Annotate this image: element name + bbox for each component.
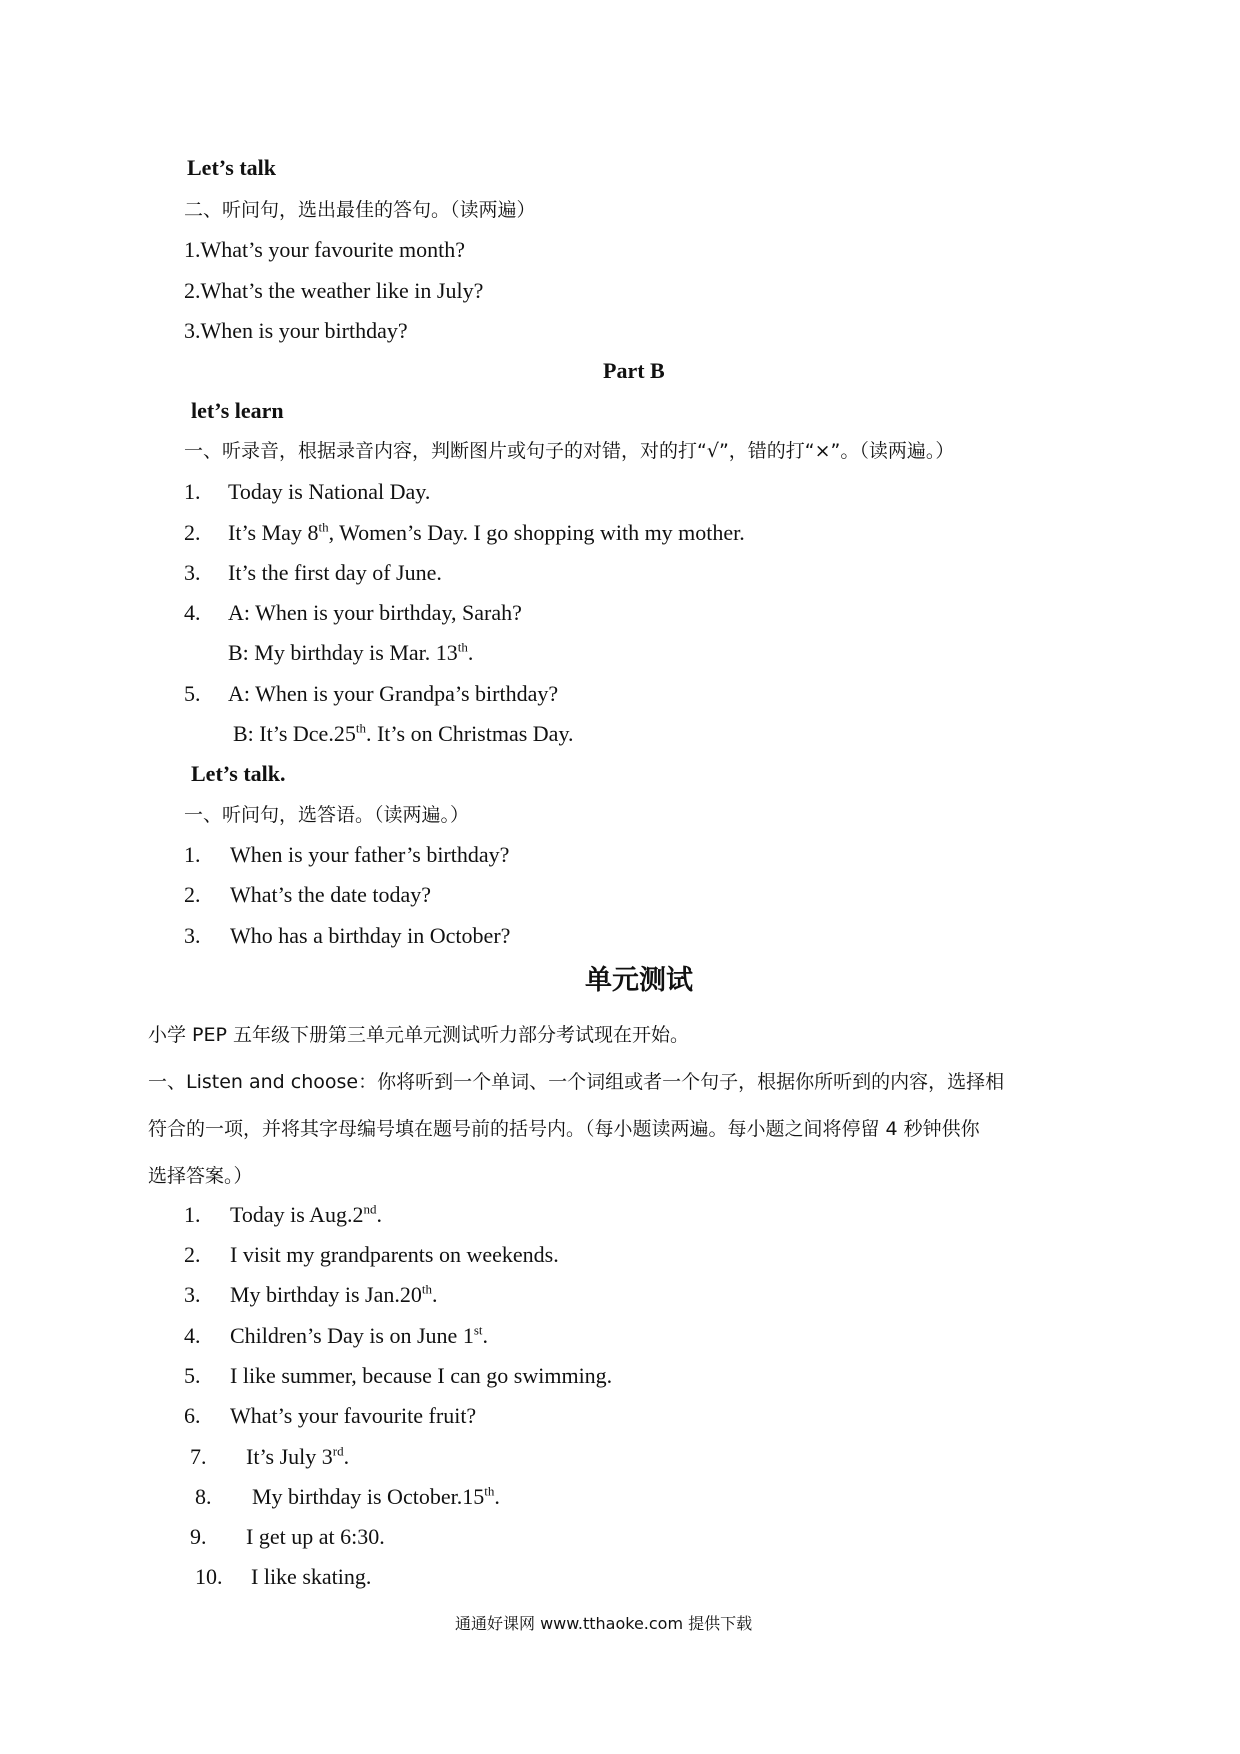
list-item: 4. Children’s Day is on June 1st. — [184, 1322, 488, 1348]
list-item: 1. Today is National Day. — [184, 479, 431, 504]
list-item: 2. I visit my grandparents on weekends. — [184, 1242, 559, 1267]
list-item: 5. A: When is your Grandpa’s birthday? — [184, 681, 559, 706]
learn-instruction: 一、听录音，根据录音内容，判断图片或句子的对错，对的打“√”，错的打“×”。（读两遍。） — [184, 440, 955, 462]
talk-instruction: 二、听问句，选出最佳的答句。（读两遍） — [184, 199, 536, 221]
unit-test-instruction: 一、Listen and choose：你将听到一个单词、一个词组或者一个句子，根据你所听到的内容，选择相 — [148, 1071, 1005, 1093]
list-item: 3. Who has a birthday in October? — [184, 923, 511, 948]
list-item: 5. I like summer, because I can go swimming. — [184, 1363, 613, 1388]
talk-b-heading: Let’s talk. — [191, 761, 286, 786]
talk-b-instruction: 一、听问句，选答语。（读两遍。） — [184, 804, 470, 826]
list-item: 7. It’s July 3rd. — [190, 1443, 350, 1469]
learn-heading: let’s learn — [191, 398, 284, 423]
unit-test-instruction: 选择答案。） — [148, 1165, 253, 1187]
list-item: 9. I get up at 6:30. — [190, 1524, 385, 1549]
section-title: Part B — [603, 358, 665, 383]
page-footer: 通通好课网 www.tthaoke.com 提供下载 — [455, 1614, 753, 1633]
list-item: 2. What’s the date today? — [184, 882, 431, 907]
list-item: 8. My birthday is October.15th. — [195, 1483, 500, 1509]
list-item: 3. It’s the first day of June. — [184, 560, 442, 585]
list-item: 3. My birthday is Jan.20th. — [184, 1281, 438, 1307]
list-item: 1. When is your father’s birthday? — [184, 842, 510, 867]
list-item: 2. It’s May 8th, Women’s Day. I go shopping with my mother. — [184, 519, 745, 545]
list-item: 2.What’s the weather like in July? — [184, 278, 484, 303]
list-item: B: My birthday is Mar. 13th. — [228, 639, 474, 665]
list-item: 10. I like skating. — [195, 1564, 372, 1589]
list-item: 1. Today is Aug.2nd. — [184, 1201, 383, 1227]
list-item: B: It’s Dce.25th. It’s on Christmas Day. — [233, 720, 574, 746]
list-item: 1.What’s your favourite month? — [184, 237, 466, 262]
list-item: 3.When is your birthday? — [184, 318, 408, 343]
list-item: 6. What’s your favourite fruit? — [184, 1403, 477, 1428]
list-item: 4. A: When is your birthday, Sarah? — [184, 600, 522, 625]
talk-heading: Let’s talk — [187, 155, 277, 180]
unit-test-title: 单元测试 — [585, 965, 693, 996]
unit-test-instruction: 符合的一项，并将其字母编号填在题号前的括号内。（每小题读两遍。每小题之间将停留 4 秒钟供你 — [148, 1118, 980, 1140]
unit-test-intro: 小学 PEP 五年级下册第三单元单元测试听力部分考试现在开始。 — [148, 1024, 690, 1046]
